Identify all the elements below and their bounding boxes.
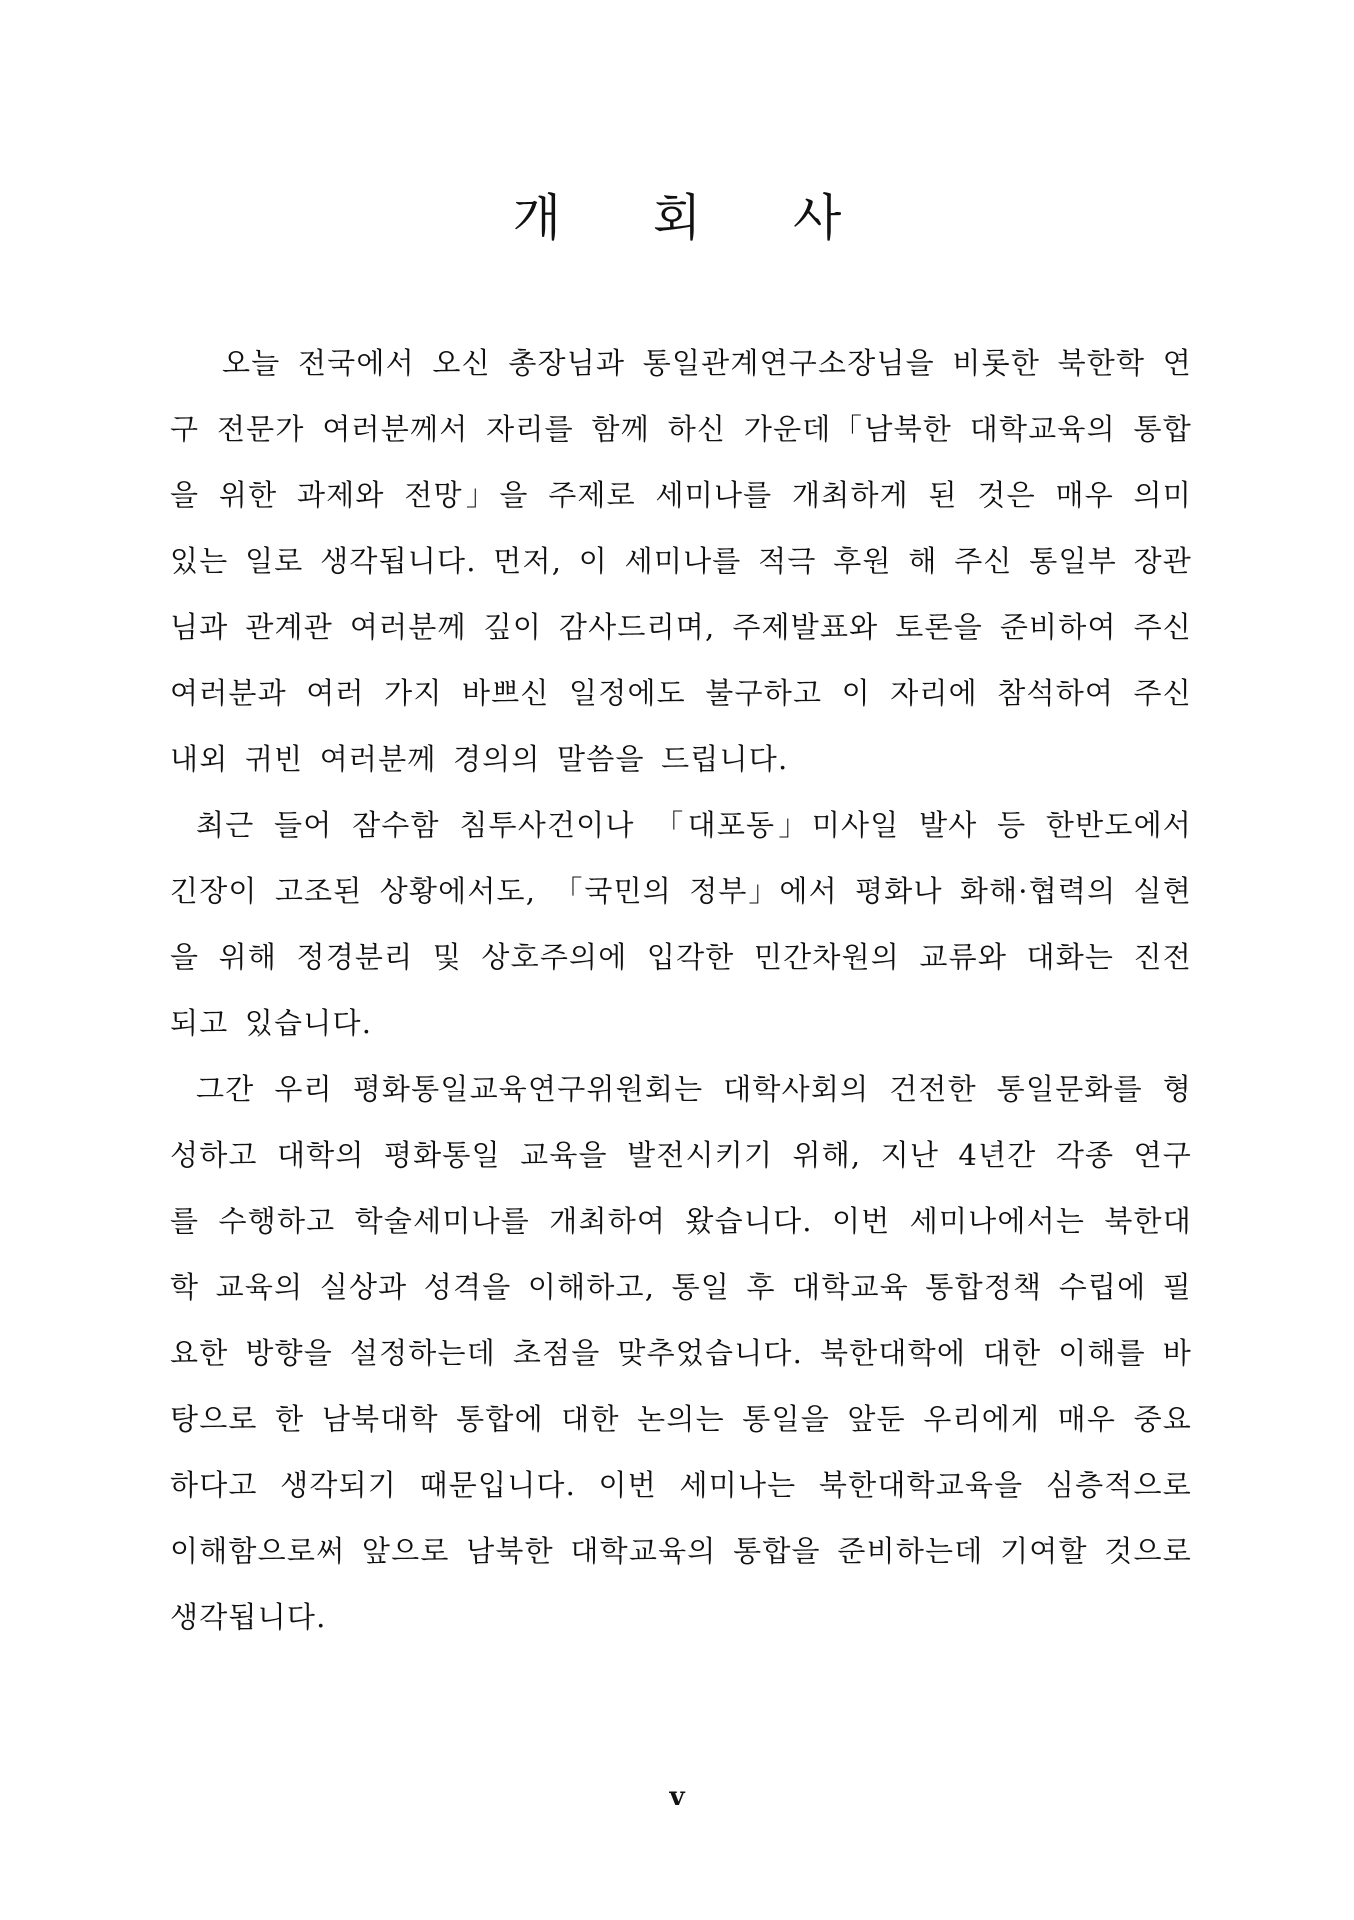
paragraph-opening: 오늘 전국에서 오신 총장님과 통일관계연구소장님을 비롯한 북한학 연구 전문가 여러분께서 자리를 함께 하신 가운데「남북한 대학교육의 통합을 위한 과제와 전망」을 주제로 세미나를 개최하게 된 것은 매우 의미 있는 일로 생각됩니다. 먼저, 이 세미나를 적극 후원 해 주신 통일부 장관님과 관계관 여러분께 깊이 감사드리며, 주제발표와 토론을 준비하여 주신 여러분과 여러 가지 바쁘신 일정에도 불구하고 이 자리에 참석하여 주신 내외 귀빈 여러분께 경의의 말씀을 드립니다. [170,346,1192,776]
document-body [170,330,1192,1650]
page-number: v [669,1782,685,1812]
page-title: 개 회 사 [512,189,880,247]
paragraph-committee-activities: 그간 우리 평화통일교육연구위원회는 대학사회의 건전한 통일문화를 형성하고 대학의 평화통일 교육을 발전시키기 위해, 지난 4년간 각종 연구를 수행하고 학술세미나를 개최하여 왔습니다. 이번 세미나에서는 북한대학 교육의 실상과 성격을 이해하고, 통일 후 대학교육 통합정책 수립에 필요한 방향을 설정하는데 초점을 맞추었습니다. 북한대학에 대한 이해를 바탕으로 한 남북대학 통합에 대한 논의는 통일을 앞둔 우리에게 매우 중요하다고 생각되기 때문입니다. 이번 세미나는 북한대학교육을 심층적으로 이해함으로써 앞으로 남북한 대학교육의 통합을 준비하는데 기여할 것으로 생각됩니다. [170,1072,1192,1634]
paragraph-recent-situation: 최근 들어 잠수함 침투사건이나 「대포동」미사일 발사 등 한반도에서 긴장이 고조된 상황에서도, 「국민의 정부」에서 평화나 화해·협력의 실현을 위해 정경분리 및 상호주의에 입각한 민간차원의 교류와 대화는 진전되고 있습니다. [170,808,1192,1040]
